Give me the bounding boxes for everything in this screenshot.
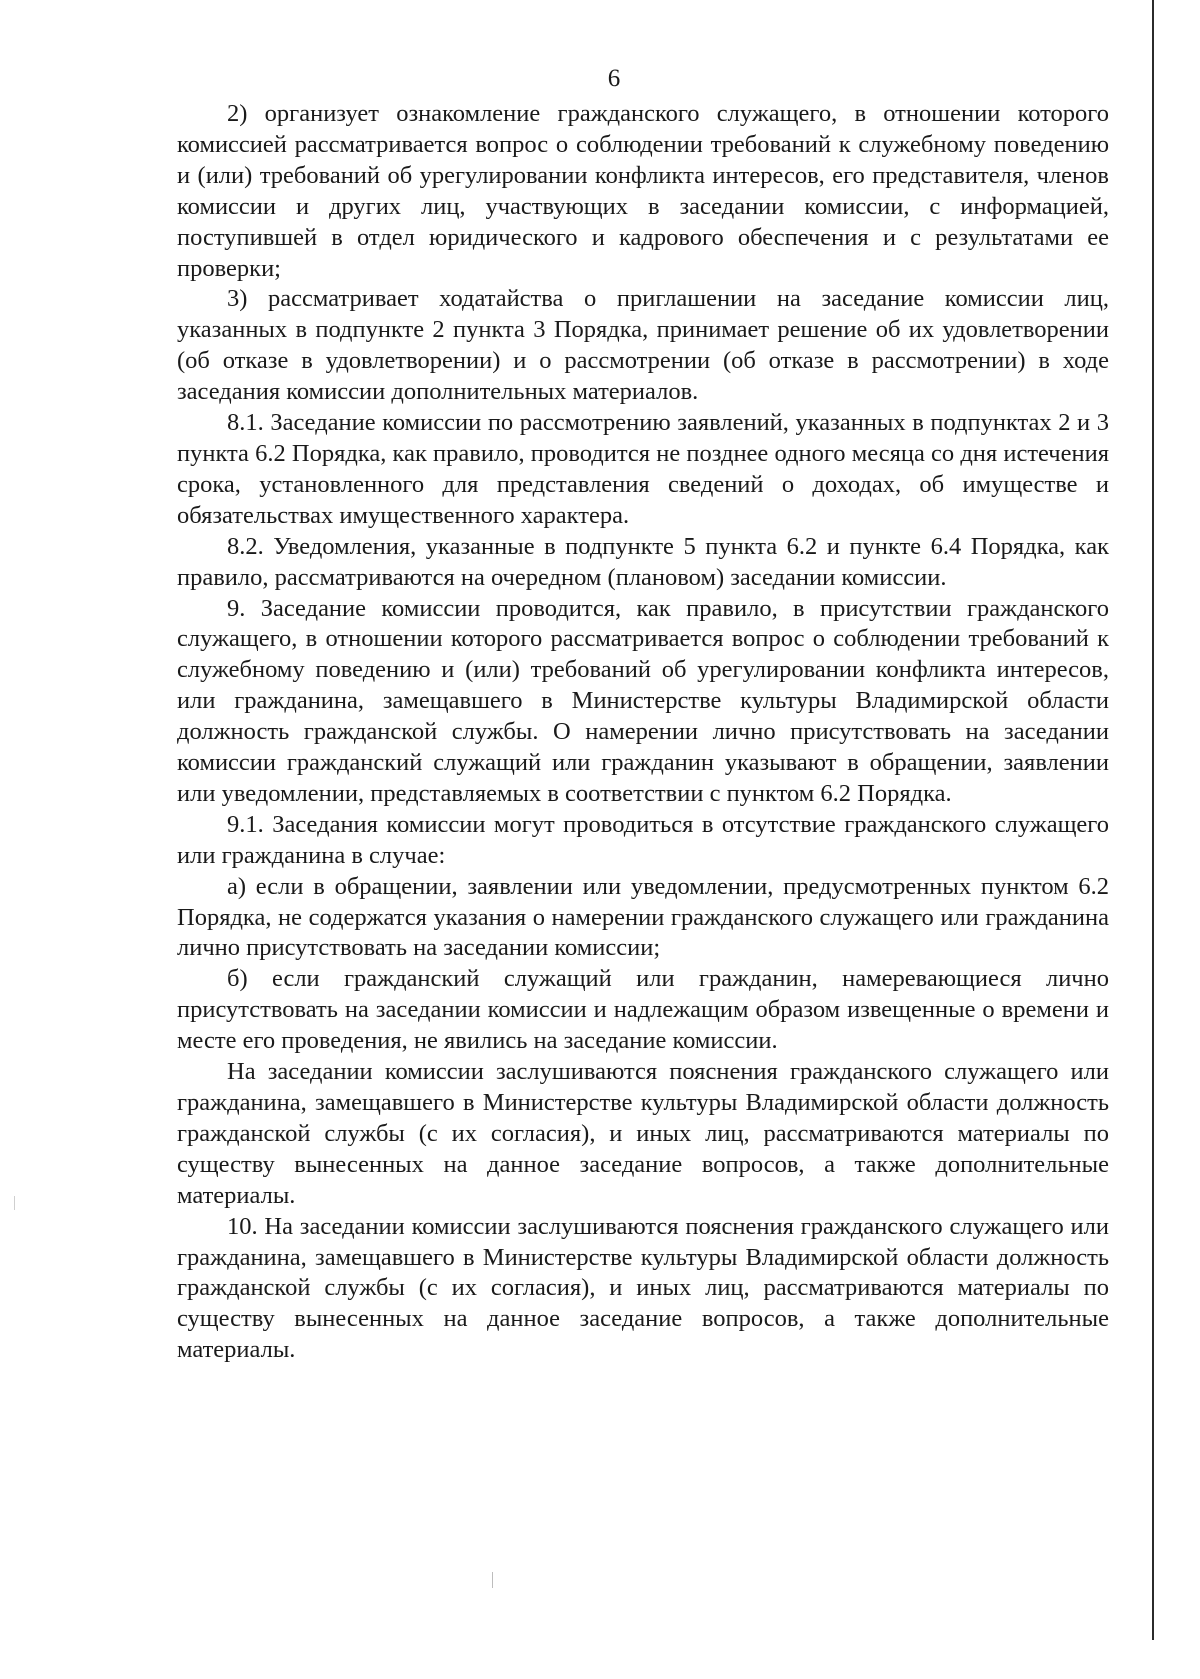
paragraph-subitem-a: а) если в обращении, заявлении или уведомлении, предусмотренных пунктом 6.2 Порядка, не содержатся указания о намерении гражданского служащего или гражданина лично присутствовать на заседании комиссии; bbox=[177, 872, 1109, 962]
paragraph-clause-8-1: 8.1. Заседание комиссии по рассмотрению заявлений, указанных в подпунктах 2 и 3 пункта 6.2 Порядка, как правило, проводится не позднее одного месяца со дня истечения срока, установленного для представления сведений о доходах, об имуществе и обязательствах имущественного характера. bbox=[177, 409, 1109, 529]
paragraph-item-2: 2) организует ознакомление гражданского служащего, в отношении которого комиссией рассматривается вопрос о соблюдении требований к служебному поведению и (или) требований об урегулировании конфликта интересов, его представителя, членов комиссии и других лиц, участвующих в заседании комиссии, с информацией, поступившей в отдел юридического и кадрового обеспечения и с результатами ее проверки; bbox=[177, 100, 1109, 282]
paragraph-subitem-b: б) если гражданский служащий или гражданин, намеревающиеся лично присутствовать на заседании комиссии и надлежащим образом извещенные о времени и месте его проведения, не явились на заседание комиссии. bbox=[177, 965, 1109, 1055]
scan-artifact-mark bbox=[492, 1572, 493, 1588]
paragraph-item-3: 3) рассматривает ходатайства о приглашении на заседание комиссии лиц, указанных в подпункте 2 пункта 3 Порядка, принимает решение об их удовлетворении (об отказе в удовлетворении) и о рассмотрении (об отказе в рассмотрении) в ходе заседания комиссии дополнительных материалов. bbox=[177, 285, 1109, 406]
paragraph-hearing: На заседании комиссии заслушиваются пояснения гражданского служащего или гражданина, замещавшего в Министерстве культуры Владимирской области должность гражданской службы (с их согласия), и иных лиц, рассматриваются материалы по существу вынесенных на данное заседание вопросов, а также дополнительные материалы. bbox=[177, 1058, 1109, 1209]
scan-page-edge-line bbox=[1152, 0, 1154, 1640]
paragraph-clause-9-1: 9.1. Заседания комиссии могут проводиться в отсутствие гражданского служащего или гражданина в случае: bbox=[177, 810, 1109, 869]
page-number: 6 bbox=[607, 65, 621, 92]
scan-artifact-mark bbox=[14, 1196, 15, 1210]
paragraph-clause-10: 10. На заседании комиссии заслушиваются пояснения гражданского служащего или гражданина, замещавшего в Министерстве культуры Владимирской области должность гражданской службы (с их согласия), и иных лиц, рассматриваются материалы по существу вынесенных на данное заседание вопросов, а также дополнительные материалы. bbox=[177, 1212, 1109, 1364]
document-body bbox=[177, 99, 1109, 1366]
paragraph-clause-8-2: 8.2. Уведомления, указанные в подпункте 5 пункта 6.2 и пункте 6.4 Порядка, как правило, рассматриваются на очередном (плановом) заседании комиссии. bbox=[177, 532, 1109, 591]
paragraph-clause-9: 9. Заседание комиссии проводится, как правило, в присутствии гражданского служащего, в отношении которого рассматривается вопрос о соблюдении требований к служебному поведению и (или) требований об урегулировании конфликта интересов, или гражданина, замещавшего в Министерстве культуры Владимирской области должность гражданской службы. О намерении лично присутствовать на заседании комиссии гражданский служащий или гражданин указывают в обращении, заявлении или уведомлении, представляемых в соответствии с пунктом 6.2 Порядка. bbox=[177, 594, 1109, 807]
